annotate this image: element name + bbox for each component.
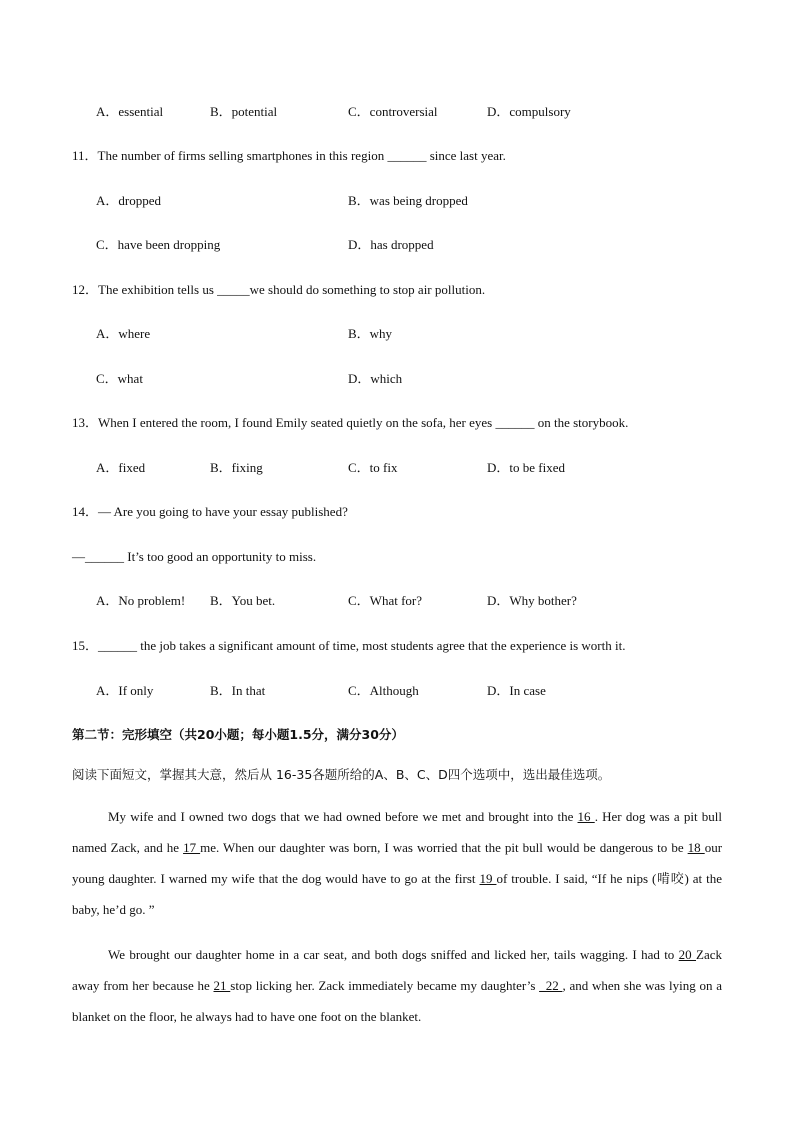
passage-text: of trouble. I said, “If he nips (啃咬) at the baby, he’d go. ” bbox=[72, 871, 722, 917]
q14-stem: 14．— Are you going to have your essay published? bbox=[72, 504, 348, 519]
q10-option-a: A．essential bbox=[96, 104, 164, 119]
blank-17: 17 bbox=[183, 840, 201, 855]
passage-text: Zack away from her because he bbox=[72, 947, 722, 993]
blank-18: 18 bbox=[687, 840, 705, 855]
passage-text: , and when she was lying on a blanket on the floor, he always had to have one foot on the blanket. bbox=[72, 978, 723, 1024]
passage-text: our young daughter. I warned my wife that the dog would have to go at the first bbox=[72, 840, 723, 886]
q12-option-a: A．where bbox=[96, 326, 151, 341]
q10-option-c: C．controversial bbox=[348, 104, 438, 119]
q12-option-d: D．which bbox=[348, 371, 403, 386]
q15-option-c: C．Although bbox=[348, 683, 419, 698]
q10-option-b: B．potential bbox=[210, 104, 278, 119]
blank-19: 19 bbox=[479, 871, 497, 886]
section2-instruction: 阅读下面短文，掌握其大意，然后从 16-35各题所给的A、B、C、D四个选项中，选出最佳选项。 bbox=[72, 767, 611, 782]
passage-paragraph-2 bbox=[72, 939, 722, 1032]
q15-option-a: A．If only bbox=[96, 683, 154, 698]
passage-text: stop licking her. Zack immediately became my daughter’s bbox=[230, 978, 540, 993]
q11-option-b: B．was being dropped bbox=[348, 193, 468, 208]
passage-text: My wife and I owned two dogs that we had owned before we met and brought into the bbox=[108, 809, 578, 824]
q12-option-b: B．why bbox=[348, 326, 393, 341]
q15-stem: 15．______ the job takes a significant amount of time, most students agree that the experience is worth it. bbox=[72, 638, 626, 653]
blank-20: 20 bbox=[678, 947, 697, 962]
q12-option-c: C．what bbox=[96, 371, 143, 386]
q13-option-c: C．to fix bbox=[348, 460, 398, 475]
q11-option-c: C．have been dropping bbox=[96, 237, 221, 252]
q13-option-a: A．fixed bbox=[96, 460, 146, 475]
q12-stem: 12．The exhibition tells us _____we should do something to stop air pollution. bbox=[72, 282, 486, 297]
q14-reply: —______ It’s too good an opportunity to miss. bbox=[72, 549, 317, 564]
passage-text: . Her dog was a pit bull named Zack, and he bbox=[72, 809, 722, 855]
q14-option-b: B．You bet. bbox=[210, 593, 276, 608]
q15-option-d: D．In case bbox=[487, 683, 546, 698]
q14-option-a: A．No problem! bbox=[96, 593, 186, 608]
q11-option-a: A．dropped bbox=[96, 193, 161, 208]
section2-heading: 第二节：完形填空（共20小题；每小题1.5分，满分30分） bbox=[72, 727, 404, 742]
blank-22: _22 bbox=[539, 978, 563, 993]
passage-text: We brought our daughter home in a car seat, and both dogs sniffed and licked her, tails wagging. I had to bbox=[108, 947, 679, 962]
q10-option-d: D．compulsory bbox=[487, 104, 571, 119]
q15-option-b: B．In that bbox=[210, 683, 266, 698]
q14-option-c: C．What for? bbox=[348, 593, 423, 608]
passage-text: me. When our daughter was born, I was worried that the pit bull would be dangerous to be bbox=[200, 840, 688, 855]
q13-stem: 13．When I entered the room, I found Emily seated quietly on the sofa, her eyes ______ on the storybook. bbox=[72, 415, 629, 430]
passage-paragraph-1 bbox=[72, 801, 722, 925]
q14-option-d: D．Why bother? bbox=[487, 593, 577, 608]
blank-21: 21 bbox=[213, 978, 231, 993]
blank-16: 16 bbox=[577, 809, 595, 824]
q13-option-b: B．fixing bbox=[210, 460, 263, 475]
q13-option-d: D．to be fixed bbox=[487, 460, 565, 475]
q11-option-d: D．has dropped bbox=[348, 237, 434, 252]
q11-stem: 11．The number of firms selling smartphones in this region ______ since last year. bbox=[72, 148, 506, 163]
